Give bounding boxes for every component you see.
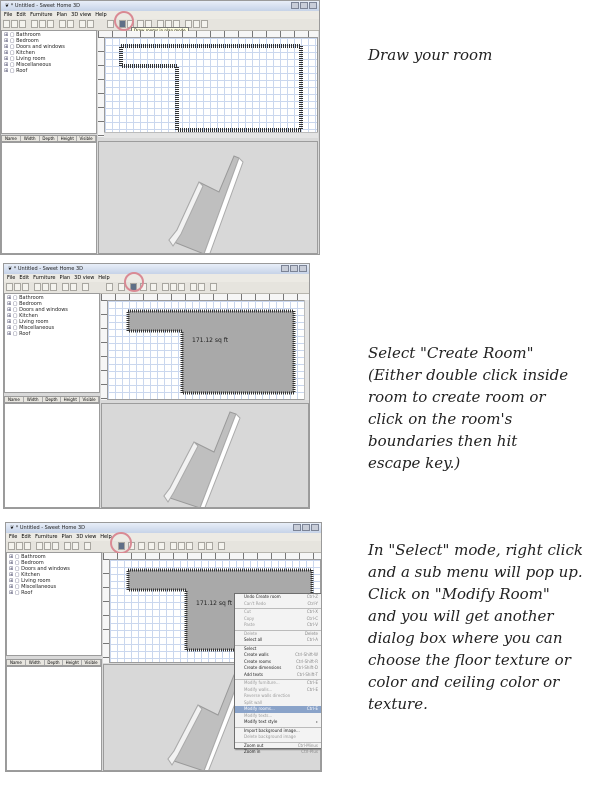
plan-view[interactable] — [104, 37, 318, 137]
furniture-list[interactable] — [1, 142, 97, 254]
context-menu-item — [235, 622, 321, 629]
window-title: * Untitled - Sweet Home 3D — [13, 266, 83, 272]
menu-furniture[interactable]: Furniture — [35, 534, 58, 540]
zoom-in-icon[interactable] — [198, 283, 205, 291]
catalog-item[interactable]: ⊞ ▢ Bathroom — [9, 554, 99, 560]
caption-line: Click on "Modify Room" — [368, 585, 550, 603]
catalog-item[interactable]: ⊞ ▢ Bathroom — [7, 295, 97, 301]
col-depth[interactable]: Depth — [43, 397, 62, 402]
context-menu-item-label: Modify texts... — [244, 712, 273, 718]
window-controls[interactable] — [292, 524, 319, 532]
undo-button[interactable] — [64, 542, 71, 550]
col-height[interactable]: Height — [63, 660, 82, 665]
furniture-catalog[interactable] — [4, 293, 100, 393]
context-menu-item-shortcut: Ctrl-Plus — [301, 749, 318, 754]
add-furniture-button[interactable] — [79, 20, 86, 28]
caption-step-1 — [368, 44, 604, 66]
context-menu-item-label: Reverse walls direction — [244, 693, 291, 698]
menu-edit[interactable]: Edit — [16, 12, 27, 18]
menu-bar — [1, 11, 319, 19]
context-menu-item-label: Undo Create room — [244, 594, 281, 599]
copy-button[interactable] — [44, 542, 51, 550]
create-dimensions-icon[interactable] — [148, 542, 155, 550]
context-menu-item-shortcut: Ctrl-Z — [306, 594, 318, 599]
context-menu-item-shortcut: Ctrl-E — [306, 706, 318, 711]
context-menu[interactable] — [234, 593, 322, 754]
context-menu-item-label: Split wall — [244, 699, 263, 705]
menu-3d-view[interactable]: 3D view — [74, 275, 95, 281]
maximize-icon[interactable] — [300, 2, 308, 9]
catalog-item[interactable]: ⊞ ▢ Living room — [4, 56, 94, 62]
caption-line: and you will get another — [368, 607, 554, 625]
cut-button[interactable] — [31, 20, 38, 28]
copy-button[interactable] — [39, 20, 46, 28]
caption-line: dialog box where you can — [368, 629, 563, 647]
app-icon: ❦ — [8, 266, 14, 272]
context-menu-item — [235, 679, 321, 687]
context-menu-item[interactable] — [235, 645, 321, 653]
save-button[interactable] — [22, 283, 29, 291]
context-menu-item-shortcut: Ctrl-A — [306, 637, 318, 642]
close-icon[interactable] — [309, 2, 317, 9]
paste-button[interactable] — [47, 20, 54, 28]
menu-help[interactable]: Help — [98, 275, 110, 281]
furniture-list-header — [4, 396, 100, 403]
context-menu-item-shortcut: Ctrl-Shift-T — [296, 671, 318, 677]
screenshot-step-1 — [0, 0, 320, 255]
window-controls[interactable] — [290, 2, 317, 10]
help-icon[interactable] — [201, 20, 208, 28]
catalog-item[interactable]: ⊞ ▢ Miscellaneous — [7, 325, 97, 331]
minimize-icon[interactable] — [293, 524, 301, 531]
col-visible[interactable]: Visible — [82, 660, 101, 665]
minimize-icon[interactable] — [281, 265, 289, 272]
caption-line: color and ceiling color or — [368, 673, 560, 691]
context-menu-item-label: Can't Redo — [244, 600, 266, 606]
open-button[interactable] — [11, 20, 18, 28]
context-menu-item-shortcut: Ctrl-Shift-D — [295, 665, 318, 670]
highlight-circle — [124, 272, 144, 292]
align-icon[interactable] — [162, 283, 169, 291]
zoom-in-icon[interactable] — [193, 20, 200, 28]
context-menu-item-label: Cut — [244, 609, 251, 614]
help-icon[interactable] — [218, 542, 225, 550]
flip-icon[interactable] — [186, 542, 193, 550]
plan-view[interactable] — [107, 300, 309, 400]
caption-step-2 — [368, 342, 604, 474]
context-menu-item-shortcut: Delete — [304, 630, 318, 636]
context-menu-item[interactable] — [235, 637, 321, 644]
create-rooms-icon[interactable] — [138, 542, 145, 550]
context-menu-item-label: Modify rooms... — [244, 706, 275, 711]
maximize-icon[interactable] — [290, 265, 298, 272]
save-button[interactable] — [19, 20, 26, 28]
redo-button[interactable] — [67, 20, 74, 28]
col-name[interactable]: Name — [2, 136, 21, 141]
col-width[interactable]: Width — [21, 136, 40, 141]
context-menu-item — [235, 601, 321, 608]
context-menu-item-label: Create walls — [244, 652, 269, 657]
catalog-item[interactable]: ⊞ ▢ Living room — [7, 319, 97, 325]
context-menu-item[interactable] — [235, 742, 321, 750]
room-walls[interactable] — [105, 38, 319, 138]
context-menu-item-label: Create dimensions — [244, 665, 282, 670]
context-menu-item-label: Select — [244, 645, 257, 651]
app-icon: ❦ — [10, 525, 16, 531]
menu-file[interactable]: File — [7, 275, 16, 281]
catalog-item[interactable]: ⊞ ▢ Bathroom — [4, 32, 94, 38]
window-title: * Untitled - Sweet Home 3D — [10, 3, 80, 9]
caption-line: and a sub menu will pop up. — [368, 563, 583, 581]
menu-help[interactable]: Help — [100, 534, 112, 540]
plan-vertical-scrollbar[interactable] — [304, 300, 310, 400]
context-menu-item-label: Delete — [244, 630, 258, 636]
context-menu-item-shortcut: Ctrl-E — [306, 680, 318, 685]
redo-button[interactable] — [70, 283, 77, 291]
menu-furniture[interactable]: Furniture — [30, 12, 53, 18]
paste-button[interactable] — [50, 283, 57, 291]
context-menu-item-label: Modify walls... — [244, 686, 273, 692]
context-menu-item-shortcut: Ctrl-V — [306, 622, 318, 627]
context-menu-item-shortcut: ▸ — [315, 719, 318, 724]
open-button[interactable] — [16, 542, 23, 550]
catalog-item[interactable]: ⊞ ▢ Miscellaneous — [4, 62, 94, 68]
context-menu-item-shortcut: Ctrl-Y — [307, 600, 318, 606]
col-height[interactable]: Height — [61, 397, 80, 402]
context-menu-item-label: Modify furniture... — [244, 680, 280, 685]
catalog-item[interactable]: ⊞ ▢ Bedroom — [7, 301, 97, 307]
caption-line: choose the floor texture or — [368, 651, 571, 669]
zoom-out-icon[interactable] — [190, 283, 197, 291]
rotate-icon[interactable] — [170, 283, 177, 291]
furniture-list[interactable] — [4, 403, 100, 508]
menu-3d-view[interactable]: 3D view — [71, 12, 92, 18]
menu-help[interactable]: Help — [95, 12, 107, 18]
rotate-icon[interactable] — [178, 542, 185, 550]
pointer-icon[interactable] — [107, 20, 114, 28]
screenshot-step-2 — [3, 263, 310, 509]
room-area-label: 171.12 sq ft — [192, 337, 229, 344]
new-home-button[interactable] — [3, 20, 10, 28]
context-menu-item-shortcut: Ctrl-E — [306, 686, 318, 692]
close-icon[interactable] — [311, 524, 319, 531]
3d-room-model — [102, 404, 309, 508]
context-menu-item[interactable] — [235, 719, 321, 726]
redo-button[interactable] — [72, 542, 79, 550]
col-visible[interactable]: Visible — [77, 136, 96, 141]
catalog-item[interactable]: ⊞ ▢ Kitchen — [7, 313, 97, 319]
save-button[interactable] — [24, 542, 31, 550]
open-button[interactable] — [14, 283, 21, 291]
catalog-item[interactable]: ⊞ ▢ Bedroom — [4, 38, 94, 44]
3d-floor — [169, 156, 239, 254]
col-height[interactable]: Height — [58, 136, 77, 141]
window-controls[interactable] — [280, 265, 307, 273]
col-width[interactable]: Width — [24, 397, 43, 402]
col-width[interactable]: Width — [26, 660, 45, 665]
screenshot-step-3 — [5, 522, 322, 772]
add-furniture-button[interactable] — [82, 283, 89, 291]
context-menu-item[interactable] — [235, 727, 321, 735]
catalog-item[interactable]: ⊞ ▢ Kitchen — [4, 50, 94, 56]
context-menu-item-label: Select all — [244, 637, 263, 642]
context-menu-item — [235, 734, 321, 741]
furniture-list-header — [1, 135, 97, 142]
menu-plan[interactable]: Plan — [56, 12, 68, 18]
paste-button[interactable] — [52, 542, 59, 550]
zoom-out-icon[interactable] — [198, 542, 205, 550]
room-walls[interactable] — [108, 301, 310, 401]
catalog-item[interactable]: ⊞ ▢ Kitchen — [9, 572, 99, 578]
furniture-list-header — [6, 659, 102, 666]
catalog-item[interactable]: ⊞ ▢ Doors and windows — [4, 44, 94, 50]
catalog-item[interactable]: ⊞ ▢ Doors and windows — [9, 566, 99, 572]
menu-edit[interactable]: Edit — [19, 275, 30, 281]
furniture-list[interactable] — [6, 666, 102, 771]
context-menu-item-label: Zoom out — [244, 742, 264, 748]
undo-button[interactable] — [59, 20, 66, 28]
context-menu-item-label: Create rooms — [244, 658, 271, 664]
context-menu-item-shortcut: Ctrl-X — [306, 609, 318, 614]
furniture-catalog[interactable] — [1, 30, 97, 134]
cut-button[interactable] — [36, 542, 43, 550]
zoom-in-icon[interactable] — [206, 542, 213, 550]
align-icon[interactable] — [170, 542, 177, 550]
room-area-label: 171.12 sq ft — [196, 600, 233, 607]
catalog-item[interactable]: ⊞ ▢ Doors and windows — [7, 307, 97, 313]
col-visible[interactable]: Visible — [80, 397, 99, 402]
flip-icon[interactable] — [178, 283, 185, 291]
room-floor[interactable] — [128, 311, 294, 393]
catalog-item[interactable]: ⊞ ▢ Roof — [4, 68, 94, 74]
col-name[interactable]: Name — [7, 660, 26, 665]
furniture-catalog[interactable] — [6, 552, 102, 656]
copy-button[interactable] — [42, 283, 49, 291]
context-menu-item-shortcut: Ctrl-C — [306, 615, 318, 621]
3d-view[interactable] — [101, 403, 309, 508]
caption-line: click on the room's — [368, 410, 513, 428]
3d-view[interactable] — [98, 141, 318, 254]
catalog-item[interactable]: ⊞ ▢ Miscellaneous — [9, 584, 99, 590]
context-menu-item-label: Zoom in — [244, 749, 261, 754]
close-icon[interactable] — [299, 265, 307, 272]
context-menu-item-shortcut: Ctrl-Shift-R — [296, 658, 318, 664]
menu-plan[interactable]: Plan — [61, 534, 73, 540]
context-menu-item — [235, 630, 321, 638]
menu-edit[interactable]: Edit — [21, 534, 32, 540]
minimize-icon[interactable] — [291, 2, 299, 9]
undo-button[interactable] — [62, 283, 69, 291]
context-menu-item-label: Paste — [244, 622, 255, 627]
menu-3d-view[interactable]: 3D view — [76, 534, 97, 540]
context-menu-item-label: Delete background image — [244, 734, 296, 739]
menu-plan[interactable]: Plan — [59, 275, 71, 281]
plan-horizontal-scrollbar[interactable] — [104, 132, 318, 138]
3d-floor — [168, 675, 240, 771]
catalog-item[interactable]: ⊞ ▢ Roof — [7, 331, 97, 337]
menu-furniture[interactable]: Furniture — [33, 275, 56, 281]
import-button[interactable] — [87, 20, 94, 28]
add-text-icon[interactable] — [150, 283, 157, 291]
caption-line: Draw your room — [368, 46, 493, 64]
col-depth[interactable]: Depth — [40, 136, 59, 141]
app-icon: ❦ — [5, 3, 11, 9]
caption-line: escape key.) — [368, 454, 461, 472]
catalog-item[interactable]: ⊞ ▢ Bedroom — [9, 560, 99, 566]
context-menu-item — [235, 608, 321, 616]
caption-line: (Either double click inside — [368, 366, 569, 384]
context-menu-item-label: Add texts — [244, 671, 263, 677]
context-menu-item-shortcut: Ctrl-Minus — [297, 742, 318, 748]
window-title: * Untitled - Sweet Home 3D — [15, 525, 85, 531]
col-depth[interactable]: Depth — [45, 660, 64, 665]
add-furniture-button[interactable] — [84, 542, 91, 550]
catalog-item[interactable]: ⊞ ▢ Living room — [9, 578, 99, 584]
caption-line: room to create room or — [368, 388, 546, 406]
3d-floor — [164, 412, 236, 508]
context-menu-item-label: Import background image... — [244, 727, 300, 733]
add-text-icon[interactable] — [158, 542, 165, 550]
caption-line: boundaries then hit — [368, 432, 518, 450]
cut-button[interactable] — [34, 283, 41, 291]
context-menu-item-label: Modify text style — [244, 719, 278, 724]
context-menu-item-label: Copy — [244, 615, 255, 621]
context-menu-item[interactable] — [235, 672, 321, 679]
wall-outline[interactable] — [121, 46, 301, 130]
3d-room-model — [99, 142, 318, 254]
caption-line: In "Select" mode, right click — [368, 541, 583, 559]
menu-bar — [6, 533, 321, 541]
menu-file[interactable]: File — [9, 534, 18, 540]
pointer-icon[interactable] — [106, 283, 113, 291]
caption-step-3 — [368, 539, 604, 715]
new-home-button[interactable] — [8, 542, 15, 550]
menu-file[interactable]: File — [4, 12, 13, 18]
menu-bar — [4, 274, 309, 282]
context-menu-item-shortcut: Ctrl-Shift-W — [295, 652, 318, 657]
caption-line: Select "Create Room" — [368, 344, 534, 362]
highlight-circle — [110, 532, 132, 554]
col-name[interactable]: Name — [5, 397, 24, 402]
context-menu-item[interactable] — [235, 749, 321, 756]
caption-line: texture. — [368, 695, 428, 713]
help-icon[interactable] — [210, 283, 217, 291]
catalog-item[interactable]: ⊞ ▢ Roof — [9, 590, 99, 596]
new-home-button[interactable] — [6, 283, 13, 291]
maximize-icon[interactable] — [302, 524, 310, 531]
